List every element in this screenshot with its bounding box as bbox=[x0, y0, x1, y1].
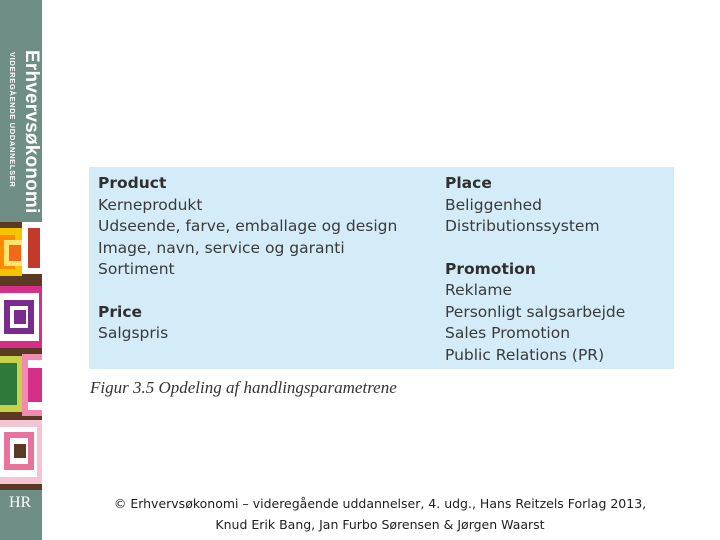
brand-title: Erhvervsøkonomi bbox=[21, 50, 42, 214]
promotion-item: Personligt salgsarbejde bbox=[445, 302, 626, 321]
place-heading: Place bbox=[445, 174, 492, 192]
figure-right-column bbox=[445, 173, 625, 366]
product-item: Kerneprodukt bbox=[98, 195, 203, 214]
place-group bbox=[445, 173, 625, 238]
product-group bbox=[98, 173, 397, 281]
price-group bbox=[98, 302, 397, 345]
footer-copyright bbox=[60, 493, 700, 535]
product-item: Image, navn, service og garanti bbox=[98, 238, 345, 257]
sidebar-strip bbox=[0, 0, 42, 540]
product-heading: Product bbox=[98, 174, 167, 192]
promotion-heading: Promotion bbox=[445, 259, 536, 278]
promotion-item: Sales Promotion bbox=[445, 324, 571, 342]
figure-caption: Figur 3.5 Opdeling af handlingsparametrene bbox=[90, 378, 397, 397]
figure-box bbox=[89, 167, 674, 369]
footer-line-2: Knud Erik Bang, Jan Furbo Sørensen & Jørgen Waarst bbox=[215, 517, 545, 532]
figure-left-column bbox=[98, 173, 397, 345]
place-item: Beliggenhed bbox=[445, 195, 543, 214]
brand-subtitle: VIDEREGÅENDE UDDANNELSER bbox=[8, 52, 17, 188]
price-item: Salgspris bbox=[98, 324, 169, 342]
brand bbox=[4, 50, 42, 214]
place-item: Distributionssystem bbox=[445, 217, 600, 235]
promotion-item: Public Relations (PR) bbox=[445, 345, 605, 364]
product-item: Sortiment bbox=[98, 260, 175, 278]
promotion-item: Reklame bbox=[445, 281, 513, 299]
promotion-group bbox=[445, 259, 625, 367]
product-item: Udseende, farve, emballage og design bbox=[98, 217, 398, 235]
decorative-pattern bbox=[0, 222, 42, 490]
publisher-logo: HR bbox=[9, 494, 32, 511]
footer-line-1: © Erhvervsøkonomi – videregående uddannelser, 4. udg., Hans Reitzels Forlag 2013, bbox=[113, 496, 647, 511]
price-heading: Price bbox=[98, 302, 143, 321]
